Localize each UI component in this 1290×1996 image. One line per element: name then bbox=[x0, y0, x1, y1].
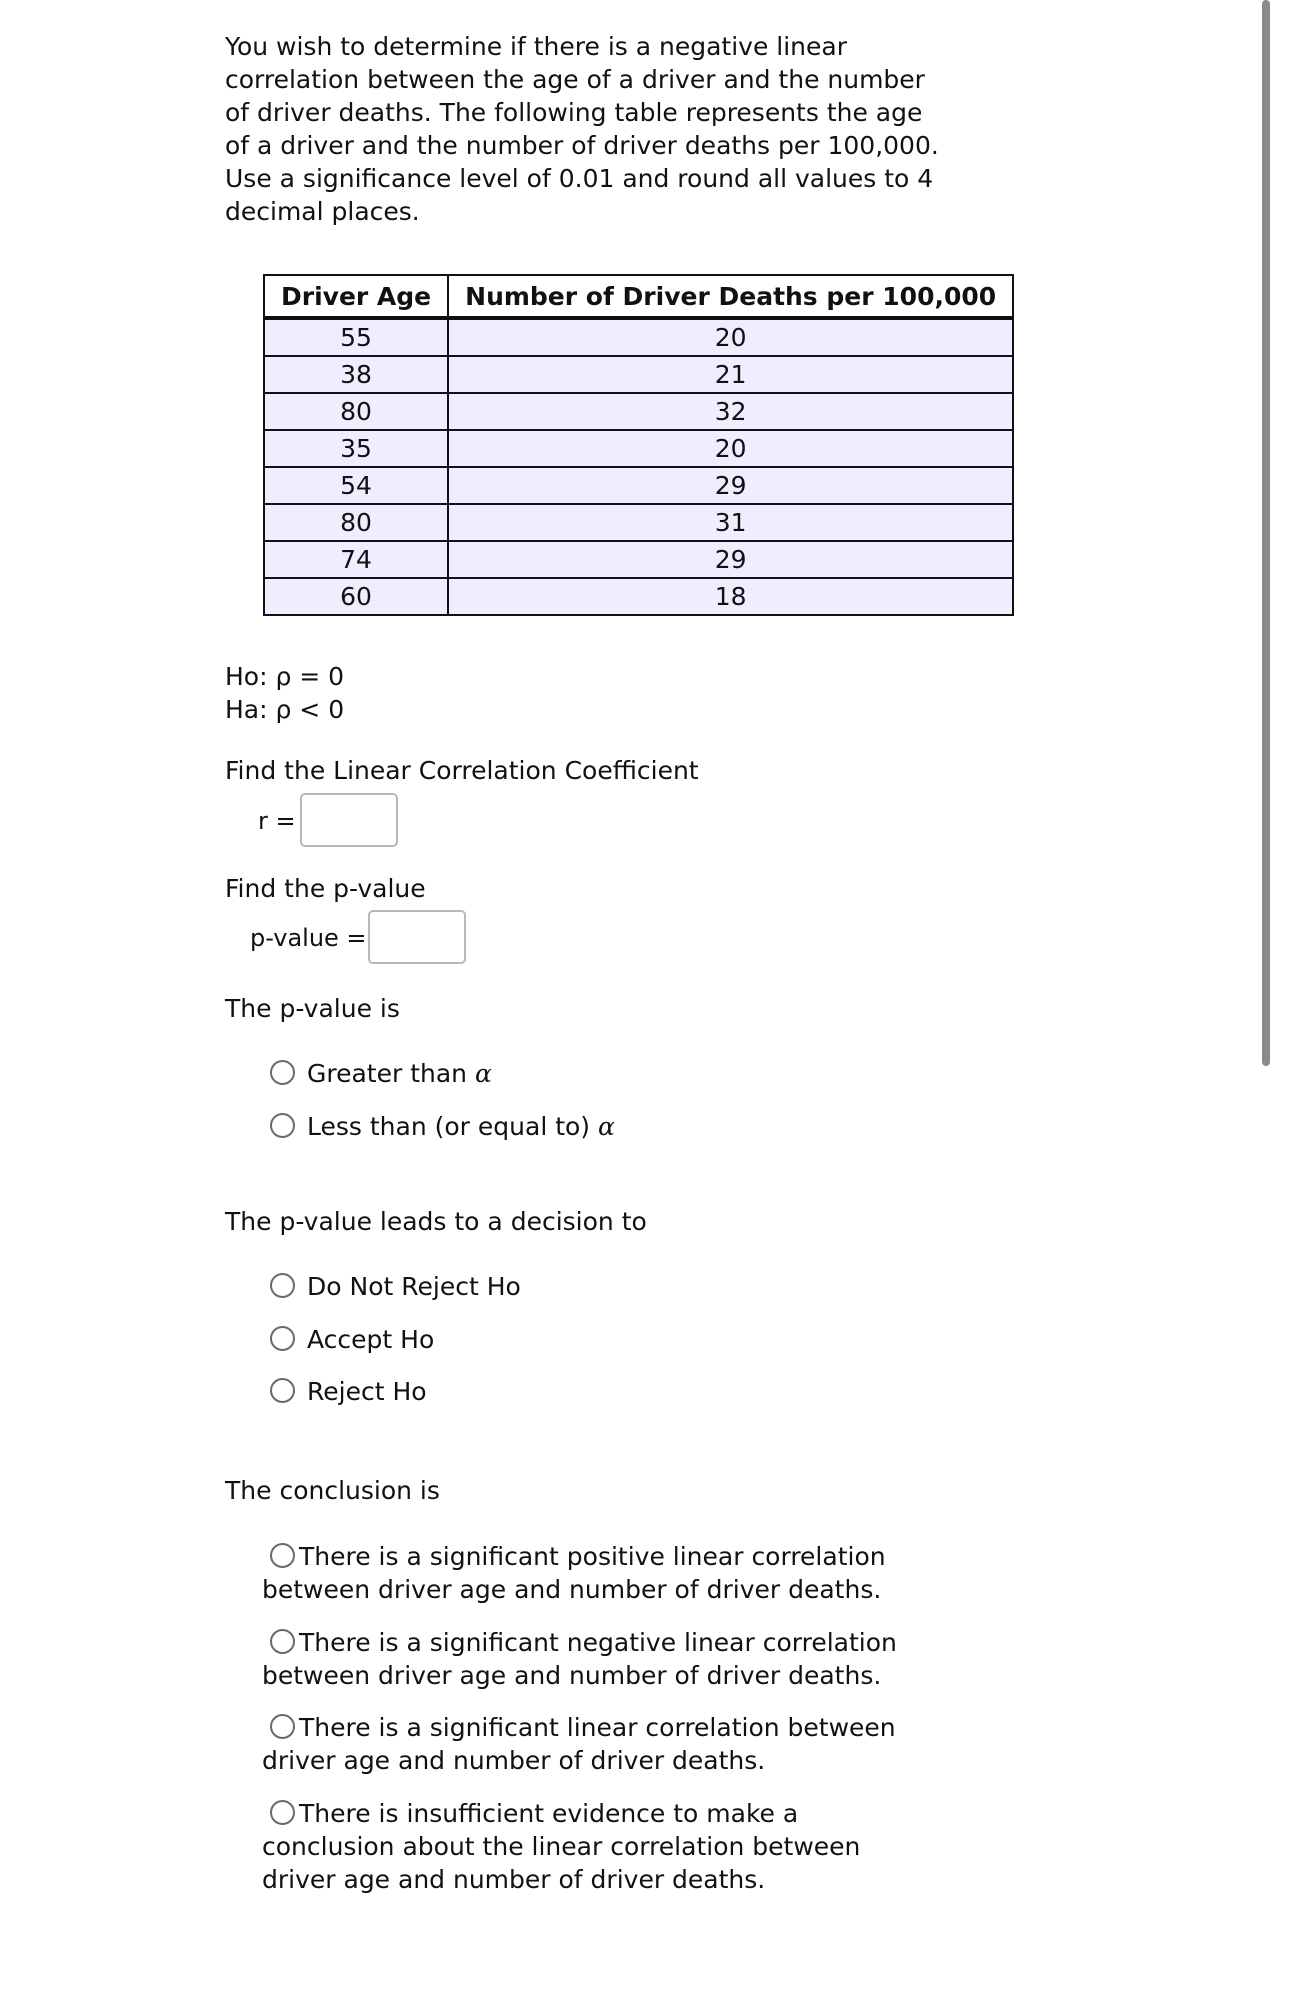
table-row bbox=[264, 356, 1013, 393]
option-significant-linear[interactable] bbox=[262, 1711, 930, 1777]
radio-button[interactable] bbox=[270, 1273, 295, 1298]
table-cell: 80 bbox=[264, 393, 448, 430]
radio-button[interactable] bbox=[270, 1060, 295, 1085]
table-cell: 35 bbox=[264, 430, 448, 467]
question-text-block bbox=[225, 30, 945, 228]
table-header-row bbox=[264, 275, 1013, 318]
pvalue-prompt: Find the p-value bbox=[225, 874, 426, 903]
option-significant-negative[interactable] bbox=[262, 1626, 930, 1692]
table-cell: 74 bbox=[264, 541, 448, 578]
radio-button[interactable] bbox=[270, 1326, 295, 1351]
table-cell: 21 bbox=[448, 356, 1013, 393]
table-row bbox=[264, 504, 1013, 541]
table-cell: 31 bbox=[448, 504, 1013, 541]
null-hypothesis: Ho: ρ = 0 bbox=[225, 662, 345, 691]
table-cell: 29 bbox=[448, 467, 1013, 504]
radio-button[interactable] bbox=[270, 1629, 295, 1654]
radio-button[interactable] bbox=[270, 1800, 295, 1825]
radio-button[interactable] bbox=[270, 1113, 295, 1138]
column-header-driver-age: Driver Age bbox=[264, 275, 448, 318]
alpha-symbol: α bbox=[598, 1112, 615, 1141]
conclusion-prompt: The conclusion is bbox=[225, 1476, 440, 1505]
table-row bbox=[264, 318, 1013, 356]
pvalue-compare-prompt: The p-value is bbox=[225, 994, 400, 1023]
radio-button[interactable] bbox=[270, 1543, 295, 1568]
correlation-prompt: Find the Linear Correlation Coefficient bbox=[225, 756, 699, 785]
table-row bbox=[264, 393, 1013, 430]
option-insufficient-evidence[interactable] bbox=[262, 1797, 930, 1896]
table-cell: 54 bbox=[264, 467, 448, 504]
question-intro: You wish to determine if there is a negative linear correlation between the age of a driver and the number of driver deaths. The following table represents the age of a driver and the number of driver deaths per 100,000. Use a significance level of 0.01 and round all values to 4 decimal places. bbox=[225, 32, 939, 226]
table-cell: 20 bbox=[448, 430, 1013, 467]
table-cell: 55 bbox=[264, 318, 448, 356]
radio-button[interactable] bbox=[270, 1714, 295, 1739]
column-header-driver-deaths: Number of Driver Deaths per 100,000 bbox=[448, 275, 1013, 318]
option-label: Reject Ho bbox=[307, 1377, 427, 1406]
table-row bbox=[264, 430, 1013, 467]
alternative-hypothesis: Ha: ρ < 0 bbox=[225, 695, 345, 724]
option-label: There is insufficient evidence to make a conclusion about the linear correlation between driver age and number of driver deaths. bbox=[262, 1799, 861, 1894]
decision-prompt: The p-value leads to a decision to bbox=[225, 1207, 647, 1236]
hypotheses bbox=[225, 660, 344, 726]
option-greater-than-alpha[interactable] bbox=[270, 1057, 492, 1090]
option-label: Greater than bbox=[307, 1059, 475, 1088]
table-cell: 80 bbox=[264, 504, 448, 541]
option-reject-ho[interactable] bbox=[270, 1375, 427, 1408]
pvalue-label: p-value = bbox=[250, 924, 367, 952]
option-label: There is a significant positive linear correlation between driver age and number of driver deaths. bbox=[262, 1542, 886, 1604]
table-cell: 38 bbox=[264, 356, 448, 393]
option-significant-positive[interactable] bbox=[262, 1540, 930, 1606]
table-row bbox=[264, 541, 1013, 578]
option-do-not-reject-ho[interactable] bbox=[270, 1270, 521, 1303]
r-input[interactable] bbox=[300, 793, 398, 847]
radio-button[interactable] bbox=[270, 1378, 295, 1403]
option-label: There is a significant linear correlation between driver age and number of driver deaths. bbox=[262, 1713, 896, 1775]
alpha-symbol: α bbox=[474, 1059, 492, 1088]
table-row bbox=[264, 578, 1013, 615]
table-cell: 18 bbox=[448, 578, 1013, 615]
option-less-than-alpha[interactable] bbox=[270, 1110, 615, 1143]
option-label: Accept Ho bbox=[307, 1325, 435, 1354]
table-cell: 20 bbox=[448, 318, 1013, 356]
option-label: Less than (or equal to) bbox=[307, 1112, 599, 1141]
data-table bbox=[263, 274, 1014, 616]
vertical-scrollbar[interactable] bbox=[1262, 0, 1270, 1066]
table-row bbox=[264, 467, 1013, 504]
option-label: There is a significant negative linear correlation between driver age and number of driver deaths. bbox=[262, 1628, 897, 1690]
option-label: Do Not Reject Ho bbox=[307, 1272, 521, 1301]
table-cell: 29 bbox=[448, 541, 1013, 578]
r-label: r = bbox=[258, 807, 296, 835]
pvalue-input[interactable] bbox=[368, 910, 466, 964]
option-accept-ho[interactable] bbox=[270, 1323, 434, 1356]
table-cell: 32 bbox=[448, 393, 1013, 430]
table-cell: 60 bbox=[264, 578, 448, 615]
